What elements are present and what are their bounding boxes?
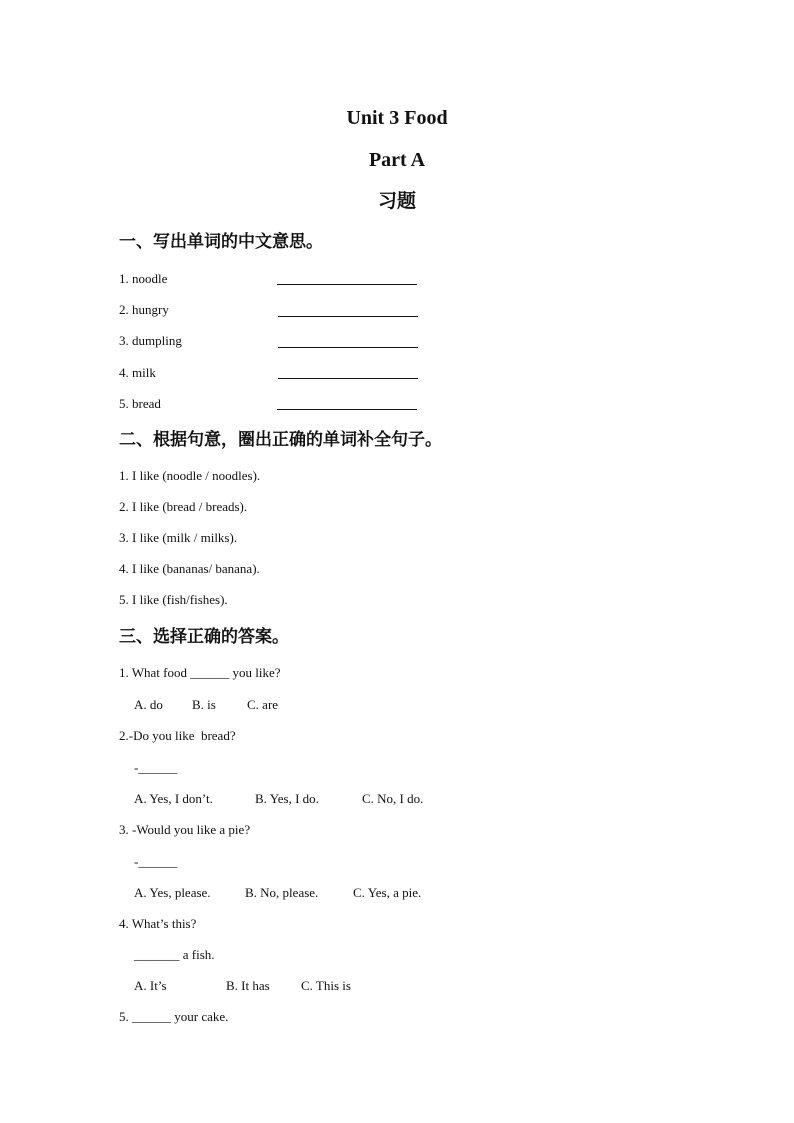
vocab-item: 2. hungry xyxy=(119,302,169,317)
exercise-subtitle: 习题 xyxy=(377,190,416,212)
question-4: 4. What’s this? xyxy=(119,916,197,931)
answer-blank[interactable]: -______ xyxy=(134,854,178,869)
section2-heading: 二、根据句意，圈出正确的单词补全句子。 xyxy=(119,430,442,450)
option-b[interactable]: B. Yes, I do. xyxy=(255,791,319,806)
sentence-item: 4. I like (bananas/ banana). xyxy=(119,561,260,576)
option-c[interactable]: C. are xyxy=(247,697,279,712)
answer-blank[interactable] xyxy=(278,347,418,348)
question-3: 3. -Would you like a pie? xyxy=(119,822,251,837)
sentence-item: 3. I like (milk / milks). xyxy=(119,530,238,545)
vocab-item: 3. dumpling xyxy=(119,333,182,348)
option-c[interactable]: C. No, I do. xyxy=(362,791,424,806)
part-title: Part A xyxy=(368,149,426,171)
option-b[interactable]: B. is xyxy=(192,697,216,712)
vocab-item: 1. noodle xyxy=(119,271,168,286)
option-a[interactable]: A. Yes, please. xyxy=(134,885,211,900)
question-5: 5. ______ your cake. xyxy=(119,1009,229,1024)
option-a[interactable]: A. It’s xyxy=(134,978,167,993)
option-b[interactable]: B. It has xyxy=(226,978,270,993)
vocab-item: 5. bread xyxy=(119,396,161,411)
option-b[interactable]: B. No, please. xyxy=(245,885,319,900)
answer-blank[interactable] xyxy=(278,316,418,317)
question-1: 1. What food ______ you like? xyxy=(119,665,281,680)
unit-title: Unit 3 Food xyxy=(346,107,448,129)
sentence-item: 2. I like (bread / breads). xyxy=(119,499,248,514)
vocab-item: 4. milk xyxy=(119,365,156,380)
sentence-item: 5. I like (fish/fishes). xyxy=(119,592,228,607)
option-c[interactable]: C. Yes, a pie. xyxy=(353,885,422,900)
section3-heading: 三、选择正确的答案。 xyxy=(119,627,289,647)
answer-blank[interactable]: -______ xyxy=(134,760,178,775)
option-c[interactable]: C. This is xyxy=(301,978,351,993)
answer-blank[interactable] xyxy=(278,378,418,379)
answer-blank[interactable] xyxy=(277,409,417,410)
question-2: 2.-Do you like bread? xyxy=(119,728,236,743)
option-a[interactable]: A. do xyxy=(134,697,163,712)
option-a[interactable]: A. Yes, I don’t. xyxy=(134,791,213,806)
section1-heading: 一、写出单词的中文意思。 xyxy=(119,232,323,252)
sentence-item: 1. I like (noodle / noodles). xyxy=(119,468,261,483)
answer-blank[interactable]: _______ a fish. xyxy=(134,947,215,962)
answer-blank[interactable] xyxy=(277,284,417,285)
